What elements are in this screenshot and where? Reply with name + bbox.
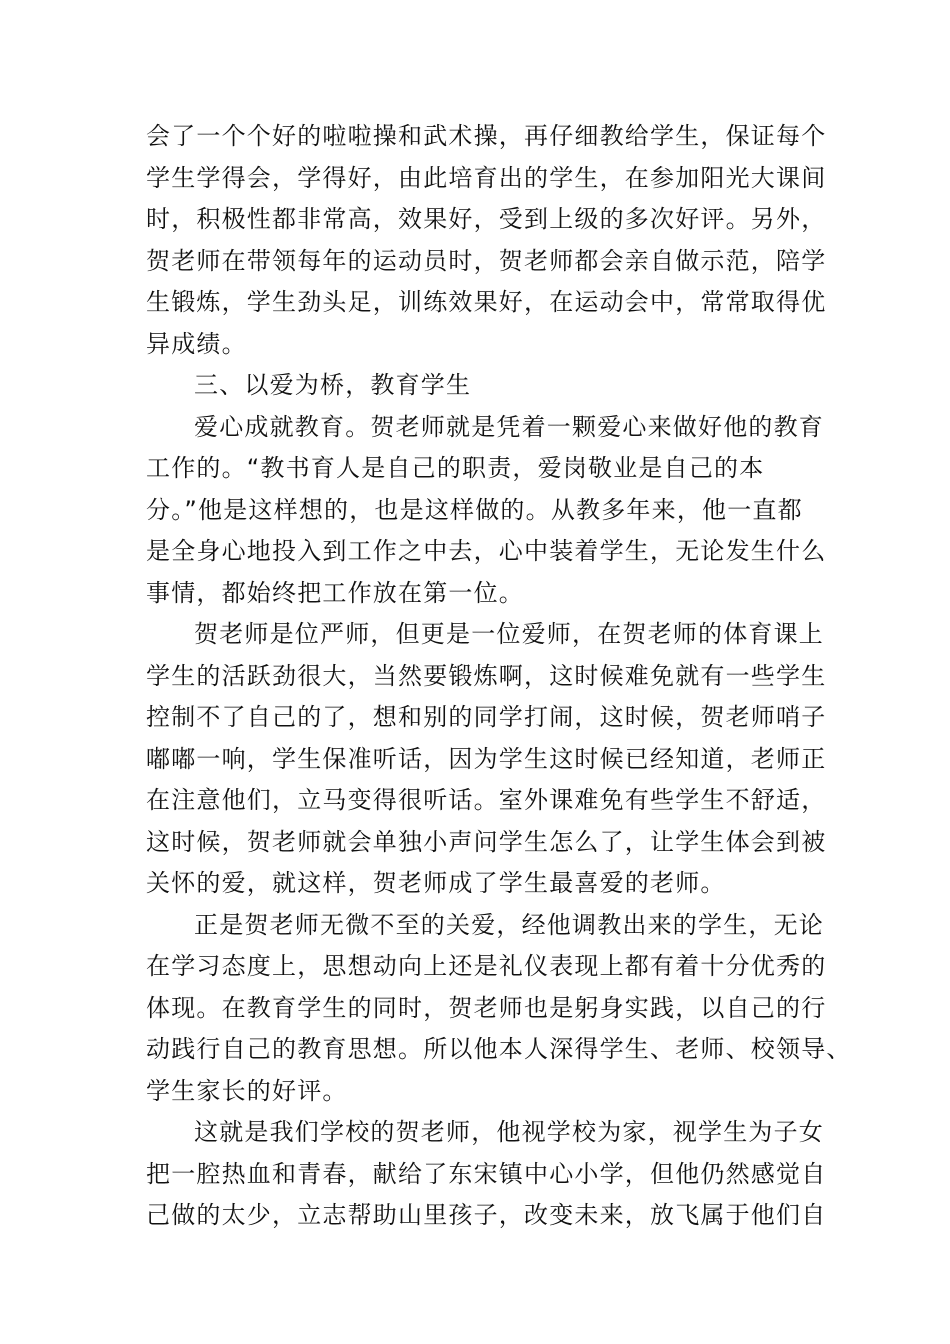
text-line: 这时候，贺老师就会单独小声问学生怎么了，让学生体会到被 [146,827,827,856]
text-line: 会了一个个好的啦啦操和武术操，再仔细教给学生，保证每个 [146,122,827,150]
text-line: 生锻炼，学生劲头足，训练效果好，在运动会中，常常取得优 [146,288,827,316]
text-line: 在学习态度上，思想动向上还是礼仪表现上都有着十分优秀的 [146,952,827,980]
text-line: 在注意他们，立马变得很听话。室外课难免有些学生不舒适， [146,786,827,814]
text-line: 贺老师在带领每年的运动员时，贺老师都会亲自做示范，陪学 [146,246,827,275]
text-line: 事情，都始终把工作放在第一位。 [146,578,524,607]
text-line: 分。”他是这样想的，也是这样做的。从教多年来，他一直都 [146,495,803,524]
text-line: 己做的太少，立志帮助山里孩子，改变未来，放飞属于他们自 [146,1201,827,1229]
text-line: 关怀的爱，就这样，贺老师成了学生最喜爱的老师。 [146,869,726,897]
paragraph-start: 贺老师是位严师，但更是一位爱师，在贺老师的体育课上 [194,620,824,648]
text-line: 学生家长的好评。 [146,1076,348,1105]
paragraph-start: 正是贺老师无微不至的关爱，经他调教出来的学生，无论 [194,910,824,939]
text-line: 动践行自己的教育思想。所以他本人深得学生、老师、校领导、 [146,1035,852,1063]
text-line: 控制不了自己的了，想和别的同学打闹，这时候，贺老师哨子 [146,703,827,731]
text-line: 异成绩。 [146,329,247,358]
text-line: 体现。在教育学生的同时，贺老师也是躬身实践，以自己的行 [146,993,827,1022]
text-line: 学生学得会，学得好，由此培育出的学生，在参加阳光大课间 [146,163,827,192]
text-line: 把一腔热血和青春，献给了东宋镇中心小学，但他仍然感觉自 [146,1159,827,1188]
paragraph-start: 这就是我们学校的贺老师，他视学校为家，视学生为子女 [194,1118,824,1146]
text-line: 是全身心地投入到工作之中去，心中装着学生，无论发生什么 [146,537,827,565]
text-line: 学生的活跃劲很大，当然要锻炼啊，这时候难免就有一些学生 [146,661,827,690]
text-line: 工作的。“教书育人是自己的职责，爱岗敬业是自己的本 [146,454,765,482]
paragraph-start: 爱心成就教育。贺老师就是凭着一颗爱心来做好他的教育 [194,412,824,441]
text-line: 时，积极性都非常高，效果好，受到上级的多次好评。另外， [146,205,827,233]
text-line: 嘟嘟一响，学生保准听话，因为学生这时候已经知道，老师正 [146,744,827,773]
section-heading: 三、以爱为桥，教育学生 [194,371,472,399]
body-text [146,116,852,1237]
